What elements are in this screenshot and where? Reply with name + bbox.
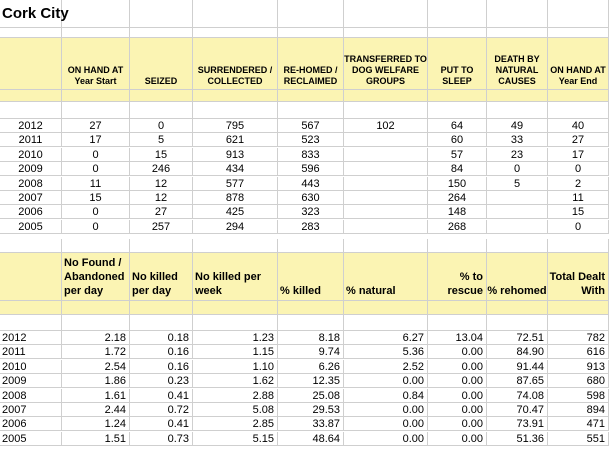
empty-cell[interactable] <box>193 239 278 253</box>
table2-data-cell[interactable]: 2.85 <box>193 417 278 431</box>
empty-cell[interactable] <box>193 0 278 28</box>
table2-data-cell[interactable]: 2.52 <box>344 360 428 374</box>
table1-header-0[interactable] <box>0 38 62 90</box>
empty-cell[interactable] <box>428 28 487 38</box>
table1-data-cell[interactable]: 5 <box>130 133 193 147</box>
table2-data-cell[interactable]: 0.18 <box>130 331 193 345</box>
empty-cell[interactable] <box>487 102 548 119</box>
table2-data-cell[interactable]: 0.00 <box>428 345 487 359</box>
empty-cell[interactable] <box>278 102 344 119</box>
empty-cell[interactable] <box>130 102 193 119</box>
table1-header-6[interactable]: PUT TO SLEEP <box>428 38 487 90</box>
empty-cell[interactable] <box>278 90 344 102</box>
table1-data-cell[interactable]: 40 <box>548 119 609 133</box>
table2-data-cell[interactable]: 1.15 <box>193 345 278 359</box>
table2-data-cell[interactable]: 9.74 <box>278 345 344 359</box>
table2-year-cell[interactable]: 2012 <box>0 331 62 345</box>
table1-data-cell[interactable]: 64 <box>428 119 487 133</box>
table2-data-cell[interactable]: 0.00 <box>428 360 487 374</box>
empty-cell[interactable] <box>193 28 278 38</box>
table1-year-cell[interactable]: 2007 <box>0 191 62 205</box>
empty-cell[interactable] <box>193 301 278 315</box>
empty-cell[interactable] <box>487 0 548 28</box>
table1-data-cell[interactable]: 15 <box>62 191 130 205</box>
table2-data-cell[interactable]: 0.00 <box>428 432 487 446</box>
empty-cell[interactable] <box>62 0 130 28</box>
empty-cell[interactable] <box>487 90 548 102</box>
table2-data-cell[interactable]: 2.44 <box>62 403 130 417</box>
empty-cell[interactable] <box>193 102 278 119</box>
table2-data-cell[interactable]: 1.24 <box>62 417 130 431</box>
table2-header-6[interactable]: % to rescue <box>428 253 487 301</box>
table1-data-cell[interactable] <box>344 205 428 219</box>
table2-data-cell[interactable]: 8.18 <box>278 331 344 345</box>
table2-data-cell[interactable]: 0.73 <box>130 432 193 446</box>
table2-data-cell[interactable]: 70.47 <box>487 403 548 417</box>
table1-data-cell[interactable]: 2 <box>548 177 609 191</box>
table1-year-cell[interactable]: 2005 <box>0 220 62 234</box>
table2-data-cell[interactable]: 0.41 <box>130 389 193 403</box>
empty-cell[interactable] <box>0 90 62 102</box>
empty-cell[interactable] <box>548 28 609 38</box>
table2-header-5[interactable]: % natural <box>344 253 428 301</box>
table2-data-cell[interactable]: 2.54 <box>62 360 130 374</box>
table1-data-cell[interactable]: 264 <box>428 191 487 205</box>
table1-year-cell[interactable]: 2011 <box>0 133 62 147</box>
table2-data-cell[interactable]: 471 <box>548 417 609 431</box>
table2-header-1[interactable]: No Found / Abandoned per day <box>62 253 130 301</box>
table1-data-cell[interactable]: 84 <box>428 162 487 176</box>
empty-cell[interactable] <box>548 90 609 102</box>
empty-cell[interactable] <box>278 28 344 38</box>
table2-data-cell[interactable]: 12.35 <box>278 374 344 388</box>
table2-data-cell[interactable]: 913 <box>548 360 609 374</box>
empty-cell[interactable] <box>428 102 487 119</box>
empty-cell[interactable] <box>344 315 428 331</box>
table1-header-4[interactable]: RE-HOMED / RECLAIMED <box>278 38 344 90</box>
table2-data-cell[interactable]: 0.00 <box>428 389 487 403</box>
table1-data-cell[interactable] <box>487 220 548 234</box>
table2-data-cell[interactable]: 551 <box>548 432 609 446</box>
table2-data-cell[interactable]: 5.36 <box>344 345 428 359</box>
table1-data-cell[interactable]: 49 <box>487 119 548 133</box>
table1-data-cell[interactable]: 246 <box>130 162 193 176</box>
empty-cell[interactable] <box>0 28 62 38</box>
table2-data-cell[interactable]: 616 <box>548 345 609 359</box>
table1-data-cell[interactable]: 11 <box>548 191 609 205</box>
table1-data-cell[interactable]: 523 <box>278 133 344 147</box>
empty-cell[interactable] <box>487 315 548 331</box>
table2-data-cell[interactable]: 0.00 <box>428 417 487 431</box>
empty-cell[interactable] <box>130 0 193 28</box>
sheet-title[interactable]: Cork City <box>0 0 62 28</box>
table1-data-cell[interactable]: 878 <box>193 191 278 205</box>
table2-year-cell[interactable]: 2006 <box>0 417 62 431</box>
table1-data-cell[interactable]: 33 <box>487 133 548 147</box>
table1-data-cell[interactable]: 630 <box>278 191 344 205</box>
empty-cell[interactable] <box>344 239 428 253</box>
table1-data-cell[interactable]: 621 <box>193 133 278 147</box>
empty-cell[interactable] <box>130 301 193 315</box>
table1-header-3[interactable]: SURRENDERED / COLLECTED <box>193 38 278 90</box>
empty-cell[interactable] <box>548 301 609 315</box>
table2-data-cell[interactable]: 6.27 <box>344 331 428 345</box>
empty-cell[interactable] <box>548 0 609 28</box>
table2-header-2[interactable]: No killed per day <box>130 253 193 301</box>
empty-cell[interactable] <box>0 239 62 253</box>
empty-cell[interactable] <box>548 315 609 331</box>
table2-data-cell[interactable]: 1.61 <box>62 389 130 403</box>
table1-data-cell[interactable]: 60 <box>428 133 487 147</box>
table1-data-cell[interactable]: 17 <box>548 148 609 162</box>
table2-data-cell[interactable]: 2.18 <box>62 331 130 345</box>
table1-year-cell[interactable]: 2006 <box>0 205 62 219</box>
empty-cell[interactable] <box>278 301 344 315</box>
table1-data-cell[interactable]: 57 <box>428 148 487 162</box>
table1-data-cell[interactable] <box>344 148 428 162</box>
table1-year-cell[interactable]: 2008 <box>0 177 62 191</box>
empty-cell[interactable] <box>344 0 428 28</box>
table1-data-cell[interactable] <box>344 220 428 234</box>
empty-cell[interactable] <box>130 315 193 331</box>
table1-data-cell[interactable]: 268 <box>428 220 487 234</box>
empty-cell[interactable] <box>548 239 609 253</box>
empty-cell[interactable] <box>428 315 487 331</box>
table2-data-cell[interactable]: 0.00 <box>428 374 487 388</box>
table2-year-cell[interactable]: 2009 <box>0 374 62 388</box>
table1-data-cell[interactable]: 5 <box>487 177 548 191</box>
table1-year-cell[interactable]: 2010 <box>0 148 62 162</box>
table1-year-cell[interactable]: 2009 <box>0 162 62 176</box>
table2-data-cell[interactable]: 1.51 <box>62 432 130 446</box>
empty-cell[interactable] <box>487 28 548 38</box>
table1-data-cell[interactable] <box>344 162 428 176</box>
table1-data-cell[interactable]: 15 <box>130 148 193 162</box>
table1-data-cell[interactable]: 567 <box>278 119 344 133</box>
table2-year-cell[interactable]: 2008 <box>0 389 62 403</box>
table1-data-cell[interactable]: 795 <box>193 119 278 133</box>
empty-cell[interactable] <box>130 28 193 38</box>
empty-cell[interactable] <box>0 102 62 119</box>
table2-data-cell[interactable]: 1.10 <box>193 360 278 374</box>
table2-year-cell[interactable]: 2007 <box>0 403 62 417</box>
table2-header-7[interactable]: % rehomed <box>487 253 548 301</box>
table2-data-cell[interactable]: 84.90 <box>487 345 548 359</box>
empty-cell[interactable] <box>62 239 130 253</box>
table1-data-cell[interactable] <box>487 205 548 219</box>
table1-header-7[interactable]: DEATH BY NATURAL CAUSES <box>487 38 548 90</box>
table2-data-cell[interactable]: 6.26 <box>278 360 344 374</box>
table2-data-cell[interactable]: 0.00 <box>344 417 428 431</box>
empty-cell[interactable] <box>0 301 62 315</box>
empty-cell[interactable] <box>62 90 130 102</box>
table2-data-cell[interactable]: 13.04 <box>428 331 487 345</box>
table1-data-cell[interactable]: 0 <box>62 148 130 162</box>
table2-data-cell[interactable]: 680 <box>548 374 609 388</box>
table1-data-cell[interactable]: 102 <box>344 119 428 133</box>
table1-data-cell[interactable]: 0 <box>548 162 609 176</box>
empty-cell[interactable] <box>428 301 487 315</box>
table2-data-cell[interactable]: 0.00 <box>344 403 428 417</box>
table2-data-cell[interactable]: 0.00 <box>428 403 487 417</box>
table1-data-cell[interactable]: 11 <box>62 177 130 191</box>
table1-header-5[interactable]: TRANSFERRED TO DOG WELFARE GROUPS <box>344 38 428 90</box>
table2-header-0[interactable] <box>0 253 62 301</box>
table1-year-cell[interactable]: 2012 <box>0 119 62 133</box>
table2-data-cell[interactable]: 0.41 <box>130 417 193 431</box>
table2-data-cell[interactable]: 1.72 <box>62 345 130 359</box>
table2-data-cell[interactable]: 0.16 <box>130 345 193 359</box>
table2-data-cell[interactable]: 72.51 <box>487 331 548 345</box>
table2-data-cell[interactable]: 0.16 <box>130 360 193 374</box>
table1-data-cell[interactable]: 0 <box>62 162 130 176</box>
table2-data-cell[interactable]: 5.15 <box>193 432 278 446</box>
table2-data-cell[interactable]: 51.36 <box>487 432 548 446</box>
table1-header-2[interactable]: SEIZED <box>130 38 193 90</box>
empty-cell[interactable] <box>278 239 344 253</box>
empty-cell[interactable] <box>62 315 130 331</box>
table2-data-cell[interactable]: 87.65 <box>487 374 548 388</box>
table1-data-cell[interactable]: 27 <box>62 119 130 133</box>
table1-data-cell[interactable]: 23 <box>487 148 548 162</box>
table1-data-cell[interactable]: 283 <box>278 220 344 234</box>
table1-data-cell[interactable]: 443 <box>278 177 344 191</box>
empty-cell[interactable] <box>62 301 130 315</box>
table2-header-3[interactable]: No killed per week <box>193 253 278 301</box>
table2-data-cell[interactable]: 894 <box>548 403 609 417</box>
table1-data-cell[interactable]: 148 <box>428 205 487 219</box>
table1-data-cell[interactable]: 0 <box>62 205 130 219</box>
table1-data-cell[interactable]: 17 <box>62 133 130 147</box>
table2-data-cell[interactable]: 33.87 <box>278 417 344 431</box>
table1-data-cell[interactable]: 0 <box>548 220 609 234</box>
empty-cell[interactable] <box>0 315 62 331</box>
empty-cell[interactable] <box>344 102 428 119</box>
empty-cell[interactable] <box>130 239 193 253</box>
table2-data-cell[interactable]: 0.72 <box>130 403 193 417</box>
table2-data-cell[interactable]: 5.08 <box>193 403 278 417</box>
empty-cell[interactable] <box>130 90 193 102</box>
table2-data-cell[interactable]: 74.08 <box>487 389 548 403</box>
table1-data-cell[interactable]: 577 <box>193 177 278 191</box>
table1-data-cell[interactable]: 257 <box>130 220 193 234</box>
empty-cell[interactable] <box>344 28 428 38</box>
table1-data-cell[interactable] <box>344 133 428 147</box>
table1-data-cell[interactable]: 150 <box>428 177 487 191</box>
table2-header-4[interactable]: % killed <box>278 253 344 301</box>
table2-header-8[interactable]: Total Dealt With <box>548 253 609 301</box>
table2-year-cell[interactable]: 2005 <box>0 432 62 446</box>
empty-cell[interactable] <box>428 0 487 28</box>
table1-data-cell[interactable] <box>344 177 428 191</box>
table2-data-cell[interactable]: 29.53 <box>278 403 344 417</box>
table1-data-cell[interactable]: 294 <box>193 220 278 234</box>
empty-cell[interactable] <box>278 0 344 28</box>
table1-data-cell[interactable]: 833 <box>278 148 344 162</box>
table2-year-cell[interactable]: 2010 <box>0 360 62 374</box>
empty-cell[interactable] <box>487 301 548 315</box>
table2-data-cell[interactable]: 73.91 <box>487 417 548 431</box>
table2-data-cell[interactable]: 25.08 <box>278 389 344 403</box>
table1-data-cell[interactable]: 323 <box>278 205 344 219</box>
table2-data-cell[interactable]: 0.84 <box>344 389 428 403</box>
empty-cell[interactable] <box>487 239 548 253</box>
table1-data-cell[interactable]: 0 <box>487 162 548 176</box>
table1-data-cell[interactable]: 425 <box>193 205 278 219</box>
table2-data-cell[interactable]: 0.00 <box>344 374 428 388</box>
empty-cell[interactable] <box>193 90 278 102</box>
table1-data-cell[interactable] <box>344 191 428 205</box>
table1-data-cell[interactable]: 12 <box>130 191 193 205</box>
table2-data-cell[interactable]: 91.44 <box>487 360 548 374</box>
table2-data-cell[interactable]: 782 <box>548 331 609 345</box>
table2-data-cell[interactable]: 1.23 <box>193 331 278 345</box>
table1-header-8[interactable]: ON HAND AT Year End <box>548 38 609 90</box>
empty-cell[interactable] <box>548 102 609 119</box>
table1-data-cell[interactable]: 0 <box>130 119 193 133</box>
table2-data-cell[interactable]: 0.23 <box>130 374 193 388</box>
table1-data-cell[interactable]: 15 <box>548 205 609 219</box>
table2-data-cell[interactable]: 1.86 <box>62 374 130 388</box>
table1-data-cell[interactable]: 434 <box>193 162 278 176</box>
table2-data-cell[interactable]: 0.00 <box>344 432 428 446</box>
table1-data-cell[interactable]: 27 <box>130 205 193 219</box>
empty-cell[interactable] <box>428 90 487 102</box>
table1-data-cell[interactable]: 913 <box>193 148 278 162</box>
table2-year-cell[interactable]: 2011 <box>0 345 62 359</box>
empty-cell[interactable] <box>344 90 428 102</box>
table1-data-cell[interactable]: 27 <box>548 133 609 147</box>
empty-cell[interactable] <box>428 239 487 253</box>
empty-cell[interactable] <box>62 102 130 119</box>
empty-cell[interactable] <box>62 28 130 38</box>
table1-data-cell[interactable]: 596 <box>278 162 344 176</box>
table2-data-cell[interactable]: 2.88 <box>193 389 278 403</box>
table1-data-cell[interactable]: 12 <box>130 177 193 191</box>
table2-data-cell[interactable]: 598 <box>548 389 609 403</box>
empty-cell[interactable] <box>278 315 344 331</box>
empty-cell[interactable] <box>344 301 428 315</box>
table2-data-cell[interactable]: 1.62 <box>193 374 278 388</box>
table1-data-cell[interactable] <box>487 191 548 205</box>
table1-header-1[interactable]: ON HAND AT Year Start <box>62 38 130 90</box>
empty-cell[interactable] <box>193 315 278 331</box>
table2-data-cell[interactable]: 48.64 <box>278 432 344 446</box>
table1-data-cell[interactable]: 0 <box>62 220 130 234</box>
